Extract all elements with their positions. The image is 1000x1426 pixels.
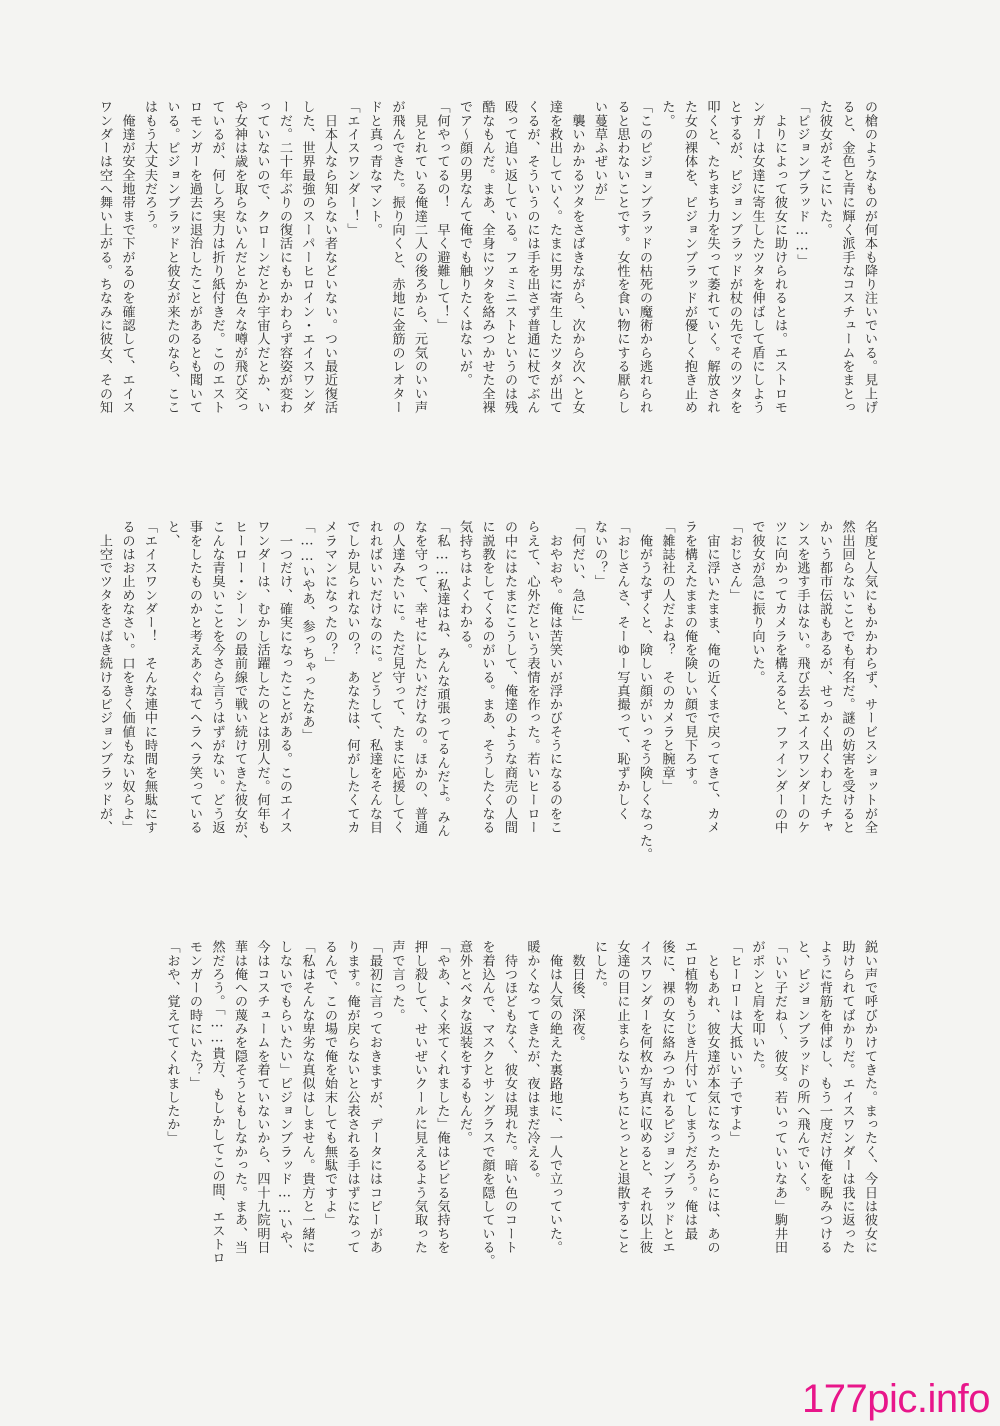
text-line: エロ植物もうじき片付いてしまうだろう。俺は最 (682, 940, 697, 1241)
text-line: た彼女がそこにいた。 (817, 100, 832, 237)
text-line: ラを構えたままの俺を険しい顔で見下ろす。 (682, 520, 697, 793)
text-line: メラマンになったの？」 (322, 520, 337, 671)
text-line: の人達みたいに。ただ見守って、たまに応援してく (389, 520, 405, 834)
text-line: 「何やってるの！ 早く避難して！」 (434, 100, 450, 333)
text-line: こんな青臭いことを今さら言うはずがない。どう返 (209, 520, 225, 834)
text-line: 今はコスチュームを着ていないから、四十九院明日 (254, 940, 270, 1254)
text-line: ワンダーは空へ舞い上がる。ちなみに彼女、その知 (97, 100, 112, 414)
text-line: 「私……私達はね、みんな頑張ってるんだよ。みん (434, 520, 450, 838)
text-line: ているが、何しろ実力は折り紙付きだ。このエスト (209, 100, 225, 414)
text-line: 然だろう。「……貴方、もしかしてこの間、エストロ (209, 940, 225, 1265)
text-line: 事をしたものかと考えあぐねてヘラヘラ笑っている (187, 520, 202, 834)
text-line: ると思わないことです。女性を食い物にする厭らし (614, 100, 630, 414)
text-line: ロモンガーを過去に退治したことがあるとも聞いて (187, 100, 202, 414)
text-line: るんで、この場で俺を始末しても無駄ですよ」 (322, 940, 337, 1227)
text-line: 「エイスワンダー！」 (344, 100, 360, 237)
text-line: とするが、ピジョンブラッドが杖の先でそのツタを (727, 100, 742, 414)
text-line: 「やあ、よく来てくれました」俺はビビる気持ちを (434, 940, 450, 1254)
text-line: 押し殺して、せいぜいクールに見えるよう気取った (412, 940, 427, 1254)
text-line: 「おじさん」 (727, 520, 742, 602)
text-line: 「エイスワンダー！ そんな連中に時間を無駄にす (142, 520, 157, 834)
text-tier-top (80, 100, 880, 495)
text-line: いる。ピジョンブラッドと彼女が来たのなら、ここ (164, 100, 180, 414)
text-line: 然出回らないことでも有名だ。謎の妨害を受けると (839, 520, 855, 834)
text-line: 暖かくなってきたが、夜はまだ冷える。 (524, 940, 540, 1186)
text-line: 意外とベタな返装をするもんだ。 (457, 940, 472, 1145)
text-line: っていないので、クローンだとか宇宙人だとか、い (254, 100, 270, 414)
text-line: 宙に浮いたまま、俺の近くまで戻ってきて、カメ (704, 520, 720, 834)
text-line: 女達の目に止まらないうちにとっとと退散すること (614, 940, 630, 1254)
site-watermark: 177pic.info (802, 1377, 990, 1421)
text-line: かいう都市伝説もあるが、せっかく出くわしたチャ (817, 520, 832, 834)
text-line: 殴って追い返している。フェミニストというのは残 (502, 100, 517, 414)
text-line: ように背筋を伸ばし、もう一度だけ俺を睨みつける (817, 940, 832, 1254)
text-line: なを守って、幸せにしたいだけなの。ほかの、普通 (412, 520, 427, 834)
text-line: 「ヒーローは大抵いい子ですよ」 (727, 940, 742, 1145)
text-line: ヒーロー・シーンの最前線で戦い続けてきた彼女が、 (232, 520, 247, 848)
text-line: ンスを逃す手はない。飛び去るエイスワンダーのケ (794, 520, 810, 834)
text-line: に説教をしてくるのがいる。まあ、そうしたくなる (479, 520, 495, 834)
text-line: ドと真っ青なマント。 (367, 100, 382, 237)
text-line: 俺がうなずくと、険しい顔がいっそう険しくなった。 (637, 520, 652, 862)
text-line: 「最初に言っておきますが、データにはコピーがあ (367, 940, 382, 1254)
text-line: よりによって彼女に助けられるとは。エストロモ (772, 100, 787, 414)
text-line: らえて、心外だという表情を作った。若いヒーロー (524, 520, 540, 834)
text-line: 叩くと、たちまち力を失って萎れていく。解放され (704, 100, 720, 414)
text-line: ると、金色と青に輝く派手なコスチュームをまとっ (839, 100, 855, 414)
text-line: い蔓草ふぜいが」 (592, 100, 607, 210)
text-line: 名度と人気にもかかわらず、サービスショットが全 (862, 520, 877, 834)
text-line: ワンダーは、むかし活躍したのとは別人だ。何年も (254, 520, 270, 834)
text-line: を着込んで、マスクとサングラスで顔を隠している。 (479, 940, 495, 1268)
text-tier-bottom (80, 940, 880, 1340)
text-line: 気持ちはよくわかる。 (457, 520, 472, 657)
text-line: 俺達が安全地帯まで下がるのを確認して、エイス (119, 100, 135, 414)
text-line: と、ピジョンブラッドの所へ飛んでいく。 (794, 940, 810, 1200)
text-line: イスワンダーを何枚か写真に収めると、それ以上彼 (637, 940, 652, 1254)
text-line: ーだ。二十年ぶりの復活にもかかわらず容姿が変わ (277, 100, 292, 414)
text-line: 声で言った。 (389, 940, 405, 1022)
text-line: 数日後、深夜。 (569, 940, 585, 1050)
text-line: 「おじさんさ、そーゆー写真撮って、恥ずかしく (614, 520, 630, 821)
text-line: した、世界最強のスーパーヒロイン・エイスワンダ (299, 100, 315, 414)
text-line: 達を救出していく。たまに男に寄生したツタが出て (547, 100, 562, 414)
text-line: 「何だい、急に」 (569, 520, 585, 630)
text-line: がポンと肩を叩いた。 (749, 940, 765, 1077)
text-line: や女神は歳を取らないんだとか色々な噂が飛び交っ (232, 100, 247, 414)
text-line: でア〜顔の男なんて俺でも触りたくはないが。 (457, 100, 472, 387)
text-line: 酷なもんだ。まあ、全身にツタを絡みつかせた全裸 (479, 100, 495, 414)
text-line: で彼女が急に振り向いた。 (749, 520, 765, 684)
text-line: 待つほどもなく、彼女は現れた。暗い色のコート (502, 940, 517, 1254)
text-line: 襲いかかるツタをさばきながら、次から次へと女 (569, 100, 585, 414)
text-line: 「いい子だね〜、彼女。若いっていいなあ」駒井田 (772, 940, 787, 1254)
text-line: 助けられてばかりだ。エイスワンダーは我に返った (839, 940, 855, 1254)
text-line: はもう大丈夫だろう。 (142, 100, 157, 237)
text-line: るのはお止めなさい。口をきく価値もない奴らよ」 (119, 520, 135, 834)
text-line: 「雑誌社の人だよね？ そのカメラと腕章」 (659, 520, 675, 793)
text-line: 俺は人気の絶えた裏路地に、一人で立っていた。 (547, 940, 562, 1254)
text-line: た。 (659, 100, 675, 128)
text-line: にした。 (592, 940, 607, 995)
text-line: 「……いやあ、参っちゃったなあ」 (299, 520, 315, 742)
text-line: ないの？」 (592, 520, 607, 589)
text-line: 「おや、覚えててくれましたか」 (164, 940, 180, 1145)
text-line: ンガーは女達に寄生したツタを伸ばして盾にしよう (749, 100, 765, 414)
text-line: の槍のようなものが何本も降り注いでいる。見上げ (862, 100, 877, 414)
text-line: おやおや。俺は苦笑いが浮かびそうになるのをこ (547, 520, 562, 834)
text-line: が飛んできた。振り向くと、赤地に金筋のレオター (389, 100, 405, 414)
text-tier-middle (80, 520, 880, 915)
text-line: た女の裸体を、ピジョンブラッドが優しく抱き止め (682, 100, 697, 414)
text-line: モンガーの時にいた？」 (187, 940, 202, 1091)
text-line: の中にはたまにこうして、俺達のような商売の人間 (502, 520, 517, 834)
text-line: でしか見られないの？ あなたは、何がしたくてカ (344, 520, 360, 834)
text-line: 「ピジョンブラッド……」 (794, 100, 810, 268)
text-line: しないでもらいたい」ピジョンブラッド……いや、 (277, 940, 292, 1258)
text-line: 日本人なら知らない者などいない。つい最近復活 (322, 100, 337, 414)
text-line: 後に、裸の女に絡みつかれるピジョンブラッドとエ (659, 940, 675, 1254)
text-line: 上空でツタをさばき続けるピジョンブラッドが、 (97, 520, 112, 834)
text-line: れればいいだけなのに。どうして、私達をそんな目 (367, 520, 382, 834)
text-line: くるが、そういうのには手を出さず普通に杖でぶん (524, 100, 540, 414)
text-line: 一つだけ、確実になったことがある。このエイス (277, 520, 292, 834)
text-line: 華は俺への蔑みを隠そうともしなかった。まあ、当 (232, 940, 247, 1254)
text-line: ツに向かってカメラを構えると、ファインダーの中 (772, 520, 787, 834)
text-line: ともあれ、彼女達が本気になったからには、あの (704, 940, 720, 1254)
text-line: 鋭い声で呼びかけてきた。まったく、今日は彼女に (862, 940, 877, 1254)
text-line: ります。俺が戻らないと公表される手はずになって (344, 940, 360, 1254)
text-line: 見とれている俺達二人の後ろから、元気のいい声 (412, 100, 427, 414)
text-line: 「このピジョンブラッドの枯死の魔術から逃れられ (637, 100, 652, 414)
text-line: と、 (164, 520, 180, 548)
text-line: 「私はそんな卑劣な真似はしません。貴方と一緒に (299, 940, 315, 1254)
